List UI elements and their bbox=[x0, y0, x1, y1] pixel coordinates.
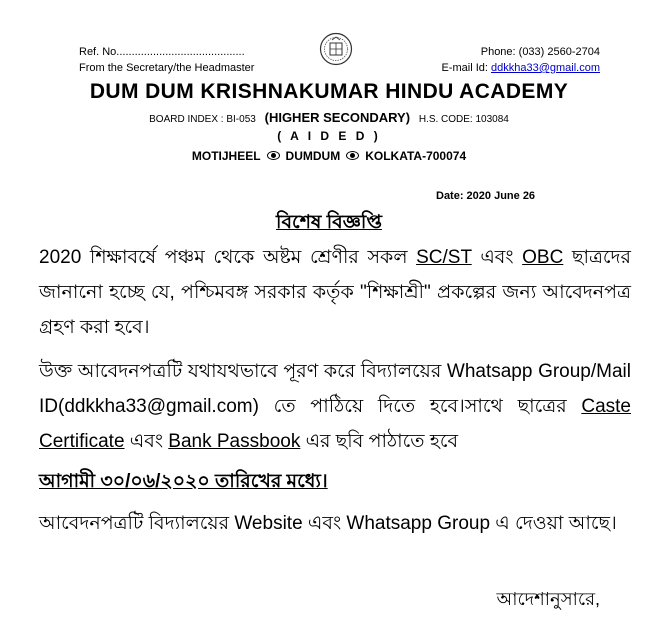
address-city: KOLKATA-700074 bbox=[365, 149, 467, 163]
reference-number: Ref. No.......................................... bbox=[79, 46, 245, 58]
notice-heading: বিশেষ বিজ্ঞপ্তি bbox=[276, 212, 382, 233]
deadline: আগামী ৩০/০৬/২০২০ তারিখের মধ্যে। bbox=[39, 471, 328, 492]
p2-text-b: এবং bbox=[124, 431, 169, 452]
email-label: E-mail Id: bbox=[441, 62, 488, 74]
p1-text-a: 2020 শিক্ষাবর্ষে পঞ্চম থেকে অষ্টম শ্রেণীর সকল bbox=[39, 247, 417, 268]
address bbox=[0, 149, 658, 163]
bank-passbook-term: Bank Passbook bbox=[168, 431, 301, 452]
p1-text-c: ছাত্রদের জানানো হচ্ছে যে, পশ্চিমবঙ্গ সরকার কর্তৃক "শিক্ষাশ্রী" প্রকল্পের জন্য আবেদনপত্র গ্রহণ করা হবে। bbox=[39, 247, 631, 338]
paragraph-2 bbox=[39, 354, 631, 459]
email-link[interactable]: ddkkha33@gmail.com bbox=[491, 62, 600, 74]
signoff: আদেশানুসারে, bbox=[496, 589, 600, 609]
paragraph-4: আবেদনপত্রটি বিদ্যালয়ের Website এবং Whatsapp Group এ দেওয়া আছে। bbox=[39, 513, 617, 534]
school-name: DUM DUM KRISHNAKUMAR HINDU ACADEMY bbox=[89, 80, 569, 103]
aided-status: ( A I D E D ) bbox=[277, 129, 381, 143]
p2-text-c: এর ছবি পাঠাতে হবে bbox=[300, 431, 459, 452]
board-index: BOARD INDEX : BI-053 bbox=[149, 114, 256, 125]
p2-text-a: উক্ত আবেদনপত্রটি যথাযথভাবে পূরণ করে বিদ্যালয়ের Whatsapp Group/Mail ID(ddkkha33@gmail.com) তে পাঠিয়ে দিতে হবে।সাথে ছাত্রের bbox=[39, 361, 631, 417]
hs-code: H.S. CODE: 103084 bbox=[418, 114, 509, 125]
paragraph-1 bbox=[39, 240, 631, 345]
address-locality: MOTIJHEEL bbox=[191, 149, 261, 163]
email-line bbox=[441, 62, 600, 74]
board-info bbox=[0, 110, 658, 125]
notice-date: Date: 2020 June 26 bbox=[436, 190, 536, 202]
bullet-icon bbox=[346, 151, 359, 160]
p1-text-b: এবং bbox=[471, 247, 523, 268]
school-level: (HIGHER SECONDARY) bbox=[264, 110, 411, 125]
caste-certificate-term: Caste Certificate bbox=[39, 396, 631, 452]
address-area: DUMDUM bbox=[285, 149, 341, 163]
obc-term: OBC bbox=[522, 247, 564, 268]
phone-number: Phone: (033) 2560-2704 bbox=[480, 46, 600, 58]
sc-st-term: SC/ST bbox=[416, 247, 472, 268]
sender-line: From the Secretary/the Headmaster bbox=[79, 62, 255, 74]
bullet-icon bbox=[267, 151, 280, 160]
school-seal-icon bbox=[319, 32, 353, 66]
